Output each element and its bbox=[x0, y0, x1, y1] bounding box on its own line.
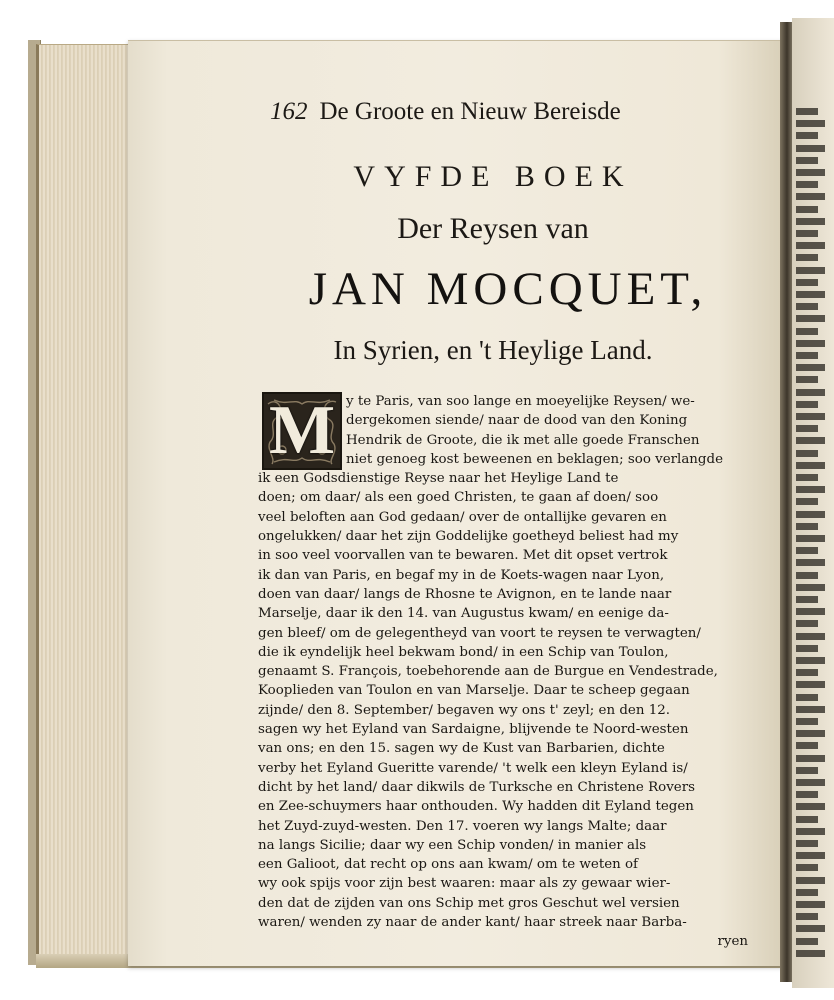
text-line: Hendrik de Groote, die ik met alle goede Franschen bbox=[346, 432, 700, 448]
text-line: verby het Eyland Gueritte varende/ 't welk een kleyn Eyland is/ bbox=[258, 760, 688, 776]
text-line: ongelukken/ daar het zijn Goddelijke goetheyd beliest had my bbox=[258, 529, 679, 545]
text-line: ik een Godsdienstige Reyse naar het Heylige Land te bbox=[258, 471, 619, 487]
book-subtitle: Der Reysen van bbox=[397, 212, 589, 245]
facing-page-text-mark bbox=[796, 730, 825, 737]
facing-page-text-mark bbox=[796, 681, 825, 688]
facing-page-text-mark bbox=[796, 852, 825, 859]
text-line: het Zuyd-zuyd-westen. Den 17. voeren wy langs Malte; daar bbox=[258, 818, 667, 834]
facing-page-text-mark bbox=[796, 376, 818, 383]
facing-page-text-mark bbox=[796, 633, 825, 640]
facing-page-text-mark bbox=[796, 742, 818, 749]
facing-page-text-mark bbox=[796, 877, 825, 884]
facing-page-text-mark bbox=[796, 462, 825, 469]
facing-page-text-mark bbox=[796, 828, 825, 835]
drop-cap bbox=[262, 392, 342, 470]
text-line: y te Paris, van soo lange en moeyelijke Reysen/ we- bbox=[346, 394, 695, 409]
facing-page-text-mark bbox=[796, 413, 825, 420]
facing-page-text-mark bbox=[796, 803, 825, 810]
text-line: Marselje, daar ik den 14. van Augustus kwam/ en eenige da- bbox=[258, 606, 669, 622]
text-line: doen van daar/ langs de Rhosne te Avignon, en te lande naar bbox=[258, 586, 672, 602]
facing-page-text-mark bbox=[796, 108, 818, 115]
text-line: gen bleef/ om de gelegentheyd van voort te reysen te verwagten/ bbox=[258, 625, 701, 641]
facing-page-text-mark bbox=[796, 816, 818, 823]
facing-page-text-mark bbox=[796, 157, 818, 164]
facing-page-text-mark bbox=[796, 291, 825, 298]
facing-page-text-mark bbox=[796, 913, 818, 920]
right-page-fragment bbox=[792, 18, 834, 988]
facing-page-text-mark bbox=[796, 523, 818, 530]
facing-page-text-mark bbox=[796, 254, 818, 261]
text-line: veel beloften aan God gedaan/ over de ontallijke gevaren en bbox=[258, 509, 667, 525]
text-line: na langs Sicilie; daar wy een Schip vonden/ in manier als bbox=[258, 837, 647, 853]
facing-page-text-mark bbox=[796, 559, 825, 566]
facing-page-text-mark bbox=[796, 303, 818, 310]
facing-page-text-mark bbox=[796, 181, 818, 188]
facing-page-text-mark bbox=[796, 352, 818, 359]
facing-page-text-mark bbox=[796, 486, 825, 493]
facing-page-text-mark bbox=[796, 340, 825, 347]
text-line: ryen bbox=[717, 934, 748, 950]
text-line: dergekomen siende/ naar de dood van den Koning bbox=[346, 413, 688, 429]
facing-page-text-mark bbox=[796, 608, 825, 615]
text-line: ik dan van Paris, en begaf my in de Koets-wagen naar Lyon, bbox=[258, 567, 665, 583]
facing-page-text-mark bbox=[796, 169, 825, 176]
facing-page-text-mark bbox=[796, 718, 818, 725]
text-line: een Galioot, dat recht op ons aan kwam/ om te weten of bbox=[258, 857, 639, 873]
place-subtitle: In Syrien, en 't Heylige Land. bbox=[333, 335, 653, 365]
facing-page-text-mark bbox=[796, 925, 825, 932]
text-line: wy ook spijs voor zijn best waaren: maar als zy gewaar wier- bbox=[258, 876, 671, 892]
text-line: waren/ wenden zy naar de ander kant/ haar streek naar Barba- bbox=[258, 915, 687, 931]
facing-page-text-mark bbox=[796, 779, 825, 786]
body-text bbox=[258, 392, 748, 952]
facing-page-text-mark bbox=[796, 230, 818, 237]
facing-page-text-mark bbox=[796, 425, 818, 432]
facing-page-text-mark bbox=[796, 242, 825, 249]
facing-page-text-mark bbox=[796, 132, 818, 139]
facing-page-text-mark bbox=[796, 706, 825, 713]
facing-page-text-mark bbox=[796, 511, 825, 518]
facing-page-text-mark bbox=[796, 364, 825, 371]
facing-page-text-mark bbox=[796, 547, 818, 554]
text-line: van ons; en den 15. sagen wy de Kust van Barbarien, dichte bbox=[258, 741, 665, 757]
facing-page-text-mark bbox=[796, 437, 825, 444]
facing-page-text-mark bbox=[796, 218, 825, 225]
text-line: zijnde/ den 8. September/ begaven wy ons t' zeyl; en den 12. bbox=[258, 702, 671, 718]
page-number: 162 bbox=[270, 98, 308, 125]
page-header bbox=[270, 98, 730, 126]
text-line: Kooplieden van Toulon en van Marselje. Daar te scheep gegaan bbox=[258, 683, 690, 699]
text-line: die ik eyndelijk heel bekwam bond/ in een Schip van Toulon, bbox=[258, 644, 669, 660]
facing-page-text-mark bbox=[796, 645, 818, 652]
facing-page-text-mark bbox=[796, 145, 825, 152]
facing-page-text-mark bbox=[796, 572, 818, 579]
text-line: dicht by het land/ daar dikwils de Turksche en Christene Rovers bbox=[258, 779, 695, 795]
facing-page-text-mark bbox=[796, 889, 818, 896]
facing-page-text-mark bbox=[796, 206, 818, 213]
facing-page-text-mark bbox=[796, 389, 825, 396]
text-line: den dat de zijden van ons Schip met gros Geschut wel versien bbox=[258, 895, 680, 911]
facing-page-text-mark bbox=[796, 657, 825, 664]
facing-page-text-mark bbox=[796, 840, 818, 847]
facing-page-text-mark bbox=[796, 401, 818, 408]
facing-page-text-mark bbox=[796, 791, 818, 798]
facing-page-text-mark bbox=[796, 694, 818, 701]
facing-page-text-mark bbox=[796, 596, 818, 603]
facing-page-text-mark bbox=[796, 498, 818, 505]
facing-page-text-mark bbox=[796, 938, 818, 945]
facing-page-text-mark bbox=[796, 864, 818, 871]
facing-page-text-mark bbox=[796, 450, 818, 457]
facing-page-text-mark bbox=[796, 950, 825, 957]
text-line: niet genoeg kost beweenen en beklagen; soo verlangde bbox=[346, 451, 723, 467]
facing-page-text-mark bbox=[796, 620, 818, 627]
text-line: en Zee-schuymers haar onthouden. Wy hadden dit Eyland tegen bbox=[258, 799, 694, 815]
text-line: genaamt S. François, toebehorende aan de Burgue en Vendestrade, bbox=[258, 664, 718, 680]
facing-page-text-mark bbox=[796, 315, 825, 322]
facing-page-text-mark bbox=[796, 193, 825, 200]
facing-page-text-mark bbox=[796, 267, 825, 274]
facing-page-text-mark bbox=[796, 474, 818, 481]
facing-page-text-mark bbox=[796, 279, 818, 286]
facing-page-text-mark bbox=[796, 767, 818, 774]
facing-page-text-mark bbox=[796, 328, 818, 335]
text-line: sagen wy het Eyland van Sardaigne, blijvende te Noord-westen bbox=[258, 722, 689, 738]
facing-page-text-mark bbox=[796, 120, 825, 127]
facing-page-text-mark bbox=[796, 901, 825, 908]
facing-page-text-mark bbox=[796, 584, 825, 591]
drop-cap-letter: M bbox=[268, 392, 336, 469]
facing-page-text-mark bbox=[796, 755, 825, 762]
book-heading: VYFDE BOEK bbox=[353, 160, 633, 193]
facing-page-text-mark bbox=[796, 535, 825, 542]
author-name: JAN MOCQUET, bbox=[308, 263, 708, 315]
running-title: De Groote en Nieuw Bereisde bbox=[319, 98, 621, 125]
text-line: in soo veel voorvallen van te bewaren. Met dit opset vertrok bbox=[258, 548, 668, 564]
text-line: doen; om daar/ als een goed Christen, te gaan af doen/ soo bbox=[258, 490, 659, 506]
page-stack-edges bbox=[36, 44, 139, 957]
facing-page-text-mark bbox=[796, 669, 818, 676]
